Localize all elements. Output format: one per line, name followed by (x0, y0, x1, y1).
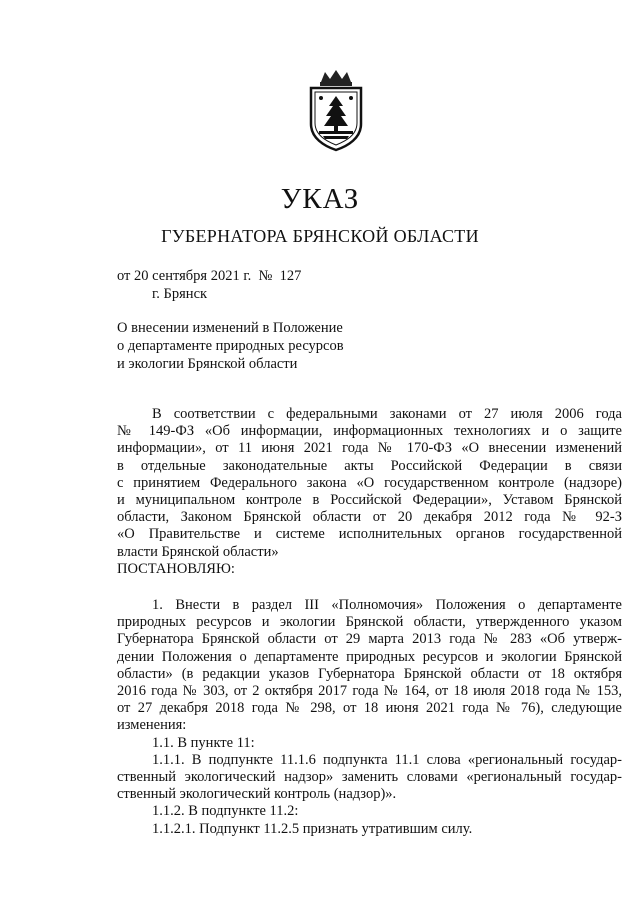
preamble-line: «О Правительстве и системе исполнительных органов государственной (117, 526, 622, 543)
preamble-line: с принятием Федерального закона «О государственном контроле (надзоре) (117, 474, 622, 491)
preamble-paragraph (117, 406, 622, 578)
subject-line: и экологии Брянской области (117, 356, 298, 372)
item-1-1-1-line: ственный экологический контроль (надзор)». (117, 786, 397, 803)
item-1-line: природных ресурсов и экологии Брянской области, утвержденного указом (117, 614, 622, 631)
item-1-line: 1. Внести в раздел III «Полномочия» Положения о департаменте (152, 597, 622, 613)
decree-subject (117, 319, 344, 373)
item-1-line: дении Положения о департаменте природных ресурсов и экологии Брянской (117, 648, 622, 665)
subject-line: о департаменте природных ресурсов (117, 338, 344, 354)
decree-number: 127 (279, 268, 302, 284)
decree-date-line (117, 267, 301, 285)
preamble-line: и муниципальном контроле в Российской Федерации», Уставом Брянской (117, 492, 622, 509)
item-1-line: области» (в редакции указов Губернатора Брянской области от 18 октября (117, 665, 622, 682)
item-1-line: изменения: (117, 717, 187, 734)
item-1-1: 1.1. В пункте 11: (152, 734, 255, 751)
preamble-line: информации», от 11 июня 2021 года № 170-ФЗ «О внесении изменений (117, 440, 622, 457)
number-sign: № (258, 268, 273, 284)
decree-word: ПОСТАНОВЛЯЮ: (117, 560, 235, 577)
document-title: УКАЗ (280, 183, 360, 215)
document-subtitle: ГУБЕРНАТОРА БРЯНСКОЙ ОБЛАСТИ (161, 226, 479, 246)
coat-of-arms-emblem (303, 68, 369, 154)
item-1-1-2-1: 1.1.2.1. Подпункт 11.2.5 признать утратившим силу. (152, 820, 473, 837)
item-1-1-1-line: 1.1.1. В подпункте 11.1.6 подпункта 11.1 слова «региональный государ- (152, 751, 622, 768)
preamble-line: власти Брянской области» (117, 543, 279, 560)
preamble-line: в отдельные законодательные акты Российской Федерации в связи (117, 457, 622, 474)
preamble-line: В соответствии с федеральными законами от 27 июля 2006 года (152, 406, 622, 422)
item-1-1-2: 1.1.2. В подпункте 11.2: (152, 803, 299, 820)
item-1-paragraph (117, 597, 622, 838)
decree-date: от 20 сентября 2021 г. (117, 268, 252, 284)
preamble-line: области, Законом Брянской области от 20 декабря 2012 года № 92-З (117, 509, 622, 526)
item-1-1-1-line: ственный экологический надзор» заменить словами «региональный государ- (117, 769, 622, 786)
item-1-line: от 27 декабря 2018 года № 298, от 18 июня 2021 года № 76), следующие (117, 700, 622, 717)
decree-city: г. Брянск (152, 286, 208, 302)
subject-line: О внесении изменений в Положение (117, 320, 343, 336)
item-1-line: Губернатора Брянской области от 29 марта 2013 года № 283 «Об утверж- (117, 631, 622, 648)
preamble-line: № 149-ФЗ «Об информации, информационных технологиях и о защите (117, 423, 622, 440)
item-1-line: 2016 года № 303, от 2 октября 2017 года № 164, от 18 июля 2018 года № 153, (117, 683, 622, 700)
